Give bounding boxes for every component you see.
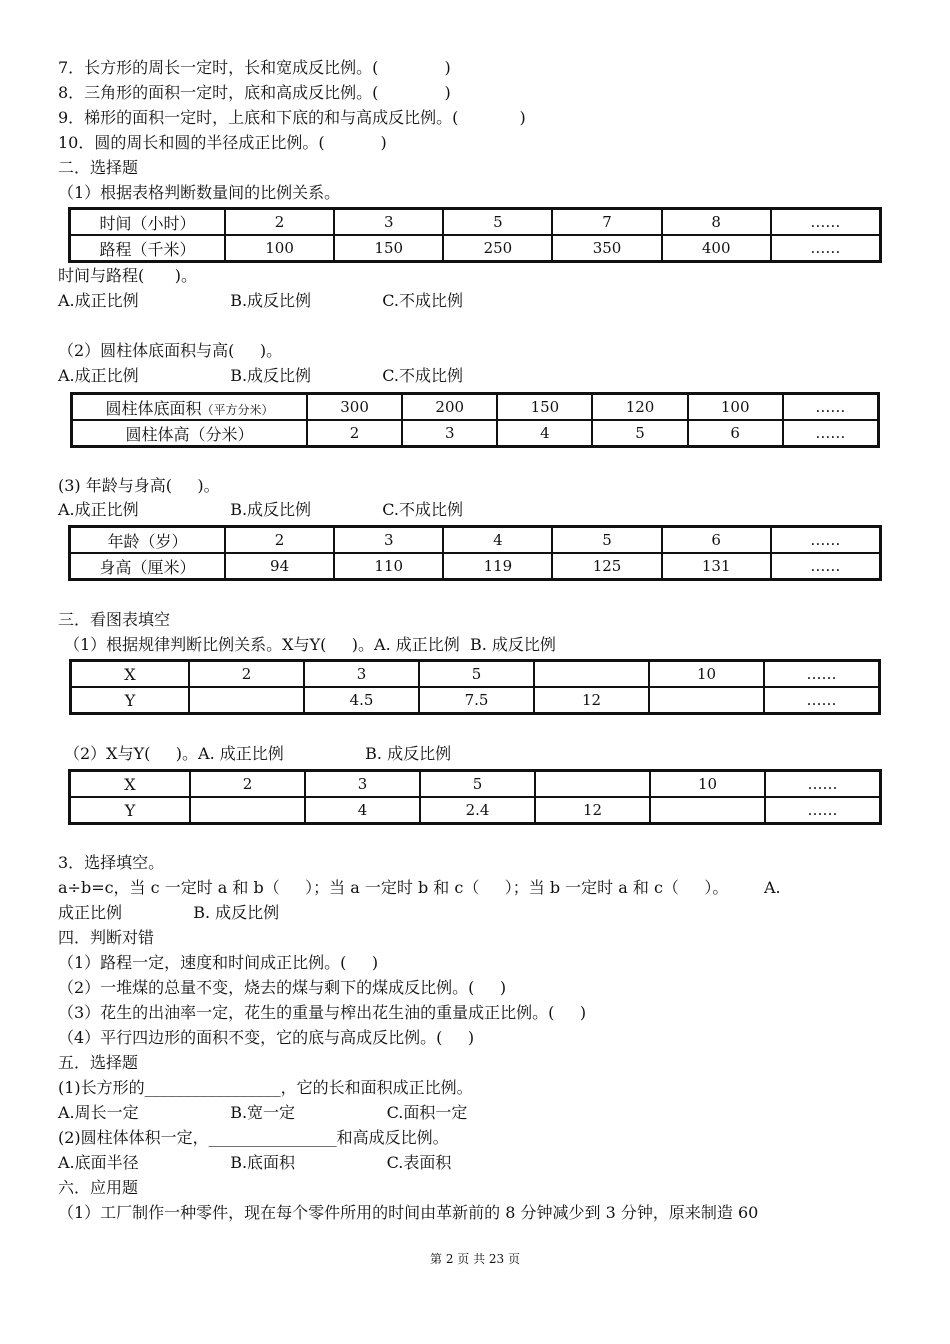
xy-table-2: [68, 769, 882, 825]
table-cell: 94: [225, 553, 334, 579]
table-cell: 圆柱体高（分米）: [72, 420, 307, 446]
table-cell: 119: [443, 553, 552, 579]
judge-4-item-4: （4）平行四边形的面积不变，它的底与高成反比例。( ): [58, 1028, 475, 1047]
table-cell: 3: [334, 209, 443, 235]
section-heading-4: 四．判断对错: [58, 928, 155, 947]
question-1-options: A.成正比例 B.成反比例 C.不成比例: [58, 291, 463, 310]
choice-5-item-1: (1)长方形的_________________，它的长和面积成正比例。: [58, 1078, 473, 1097]
table-cell: ……: [771, 553, 880, 579]
table-cell: 250: [443, 235, 552, 261]
table-cell: 350: [552, 235, 661, 261]
table-cell: 身高（厘米）: [70, 553, 225, 579]
judge-item-10: 10．圆的周长和圆的半径成正比例。( ): [58, 133, 387, 152]
table-cell: ……: [764, 687, 879, 713]
table-cell: 时间（小时）: [70, 209, 225, 235]
judge-item-8: 8．三角形的面积一定时，底和高成反比例。( ): [58, 83, 451, 102]
table-cell: 100: [688, 394, 783, 420]
table-cell: 3: [334, 527, 443, 553]
section-heading-6: 六．应用题: [58, 1178, 139, 1197]
table-cell: ……: [764, 661, 879, 687]
table-cell: 2: [307, 420, 402, 446]
table-cell: 6: [662, 527, 771, 553]
table-cell: 5: [592, 420, 687, 446]
question-1: （1）根据表格判断数量间的比例关系。: [58, 183, 341, 202]
table-cell: [650, 797, 765, 823]
table-cell: 300: [307, 394, 402, 420]
table-row: [70, 527, 880, 553]
table-cell: 7: [552, 209, 661, 235]
table-cell: ……: [771, 209, 880, 235]
table-cell: 10: [649, 661, 764, 687]
table-cell: 年龄（岁）: [70, 527, 225, 553]
table-cell: 路程（千米）: [70, 235, 225, 261]
table-cell: ……: [765, 771, 880, 797]
application-item-1: （1）工厂制作一种零件，现在每个零件所用的时间由革新前的 8 分钟减少到 3 分钟，原来制造 60: [58, 1203, 759, 1222]
table-cell: 4: [443, 527, 552, 553]
judge-4-item-1: （1）路程一定，速度和时间成正比例。( ): [58, 953, 379, 972]
table-cell: 4: [305, 797, 420, 823]
question-1-answer: 时间与路程( )。: [58, 266, 198, 285]
table-row: [72, 420, 878, 446]
table-row: [70, 771, 880, 797]
table-cell: 2: [190, 771, 305, 797]
judge-item-7: 7．长方形的周长一定时，长和宽成反比例。( ): [58, 58, 451, 77]
fill-question-1: （1）根据规律判断比例关系。X与Y( )。A. 成正比例 B. 成反比例: [64, 635, 556, 654]
fill-heading-3: 3．选择填空。: [58, 853, 165, 872]
table-cell: 3: [304, 661, 419, 687]
table-cell: 150: [334, 235, 443, 261]
time-distance-table: [68, 207, 882, 263]
choice-5-item-2-options: A.底面半径 B.底面积 C.表面积: [58, 1153, 452, 1172]
table-row: [72, 394, 878, 420]
section-heading-5: 五．选择题: [58, 1053, 139, 1072]
table-cell: 2: [189, 661, 304, 687]
fill-item-3-text: a÷b=c，当 c 一定时 a 和 b（ ）；当 a 一定时 b 和 c（ ）；当 b 一定时 a 和 c（ ）。 A.: [58, 878, 781, 897]
judge-item-9: 9．梯形的面积一定时，上底和下底的和与高成反比例。( ): [58, 108, 526, 127]
table-cell: 5: [419, 661, 534, 687]
table-row: [70, 797, 880, 823]
table-cell: 125: [552, 553, 661, 579]
table-cell: [189, 687, 304, 713]
table-cell: 8: [662, 209, 771, 235]
table-cell: ……: [765, 797, 880, 823]
page-footer: 第 2 页 共 23 页: [430, 1252, 520, 1266]
table-cell: 400: [662, 235, 771, 261]
age-height-table: [68, 525, 882, 581]
table-cell: 2.4: [420, 797, 535, 823]
table-cell: Y: [71, 687, 189, 713]
table-cell: 150: [497, 394, 592, 420]
table-cell: 3: [402, 420, 497, 446]
table-cell: 2: [225, 527, 334, 553]
table-cell: 7.5: [419, 687, 534, 713]
table-cell: 5: [443, 209, 552, 235]
table-cell: 200: [402, 394, 497, 420]
xy-table-1: [69, 659, 881, 715]
fill-item-3-options: 成正比例 B. 成反比例: [58, 903, 280, 922]
table-row: [71, 687, 879, 713]
table-cell: 4: [497, 420, 592, 446]
table-cell: 100: [225, 235, 334, 261]
table-cell: 120: [592, 394, 687, 420]
table-cell: Y: [70, 797, 190, 823]
question-3-options: A.成正比例 B.成反比例 C.不成比例: [58, 500, 463, 519]
choice-5-item-1-options: A.周长一定 B.宽一定 C.面积一定: [58, 1103, 468, 1122]
unit-label: （平方分米）: [201, 402, 274, 417]
choice-5-item-2: (2)圆柱体体积一定，________________和高成反比例。: [58, 1128, 449, 1147]
table-cell: [190, 797, 305, 823]
table-cell: X: [71, 661, 189, 687]
question-2-options: A.成正比例 B.成反比例 C.不成比例: [58, 366, 463, 385]
table-cell: ……: [783, 394, 878, 420]
table-cell: 5: [552, 527, 661, 553]
table-cell: [72, 394, 307, 420]
table-row: [70, 235, 880, 261]
judge-4-item-2: （2）一堆煤的总量不变，烧去的煤与剩下的煤成反比例。( ): [58, 978, 507, 997]
table-cell: 4.5: [304, 687, 419, 713]
table-cell: [649, 687, 764, 713]
table-cell: 10: [650, 771, 765, 797]
fill-question-2: （2）X与Y( )。A. 成正比例 B. 成反比例: [64, 744, 452, 763]
table-cell: 12: [534, 687, 649, 713]
table-cell: 12: [535, 797, 650, 823]
question-3: (3) 年龄与身高( )。: [58, 476, 220, 495]
table-cell: 6: [688, 420, 783, 446]
section-heading-3: 三．看图表填空: [58, 610, 171, 629]
table-row: [71, 661, 879, 687]
table-cell: ……: [771, 527, 880, 553]
table-cell: ……: [771, 235, 880, 261]
table-cell: X: [70, 771, 190, 797]
table-cell: [535, 771, 650, 797]
table-cell: 3: [305, 771, 420, 797]
table-cell: ……: [783, 420, 878, 446]
table-cell: 110: [334, 553, 443, 579]
table-cell: 2: [225, 209, 334, 235]
row-label: 圆柱体底面积: [105, 398, 202, 418]
table-cell: 131: [662, 553, 771, 579]
table-row: [70, 209, 880, 235]
table-row: [70, 553, 880, 579]
question-2: （2）圆柱体底面积与高( )。: [58, 341, 283, 360]
table-cell: 5: [420, 771, 535, 797]
judge-4-item-3: （3）花生的出油率一定，花生的重量与榨出花生油的重量成正比例。( ): [58, 1003, 587, 1022]
table-cell: [534, 661, 649, 687]
section-heading-2: 二．选择题: [58, 158, 139, 177]
cylinder-table: [70, 392, 880, 448]
